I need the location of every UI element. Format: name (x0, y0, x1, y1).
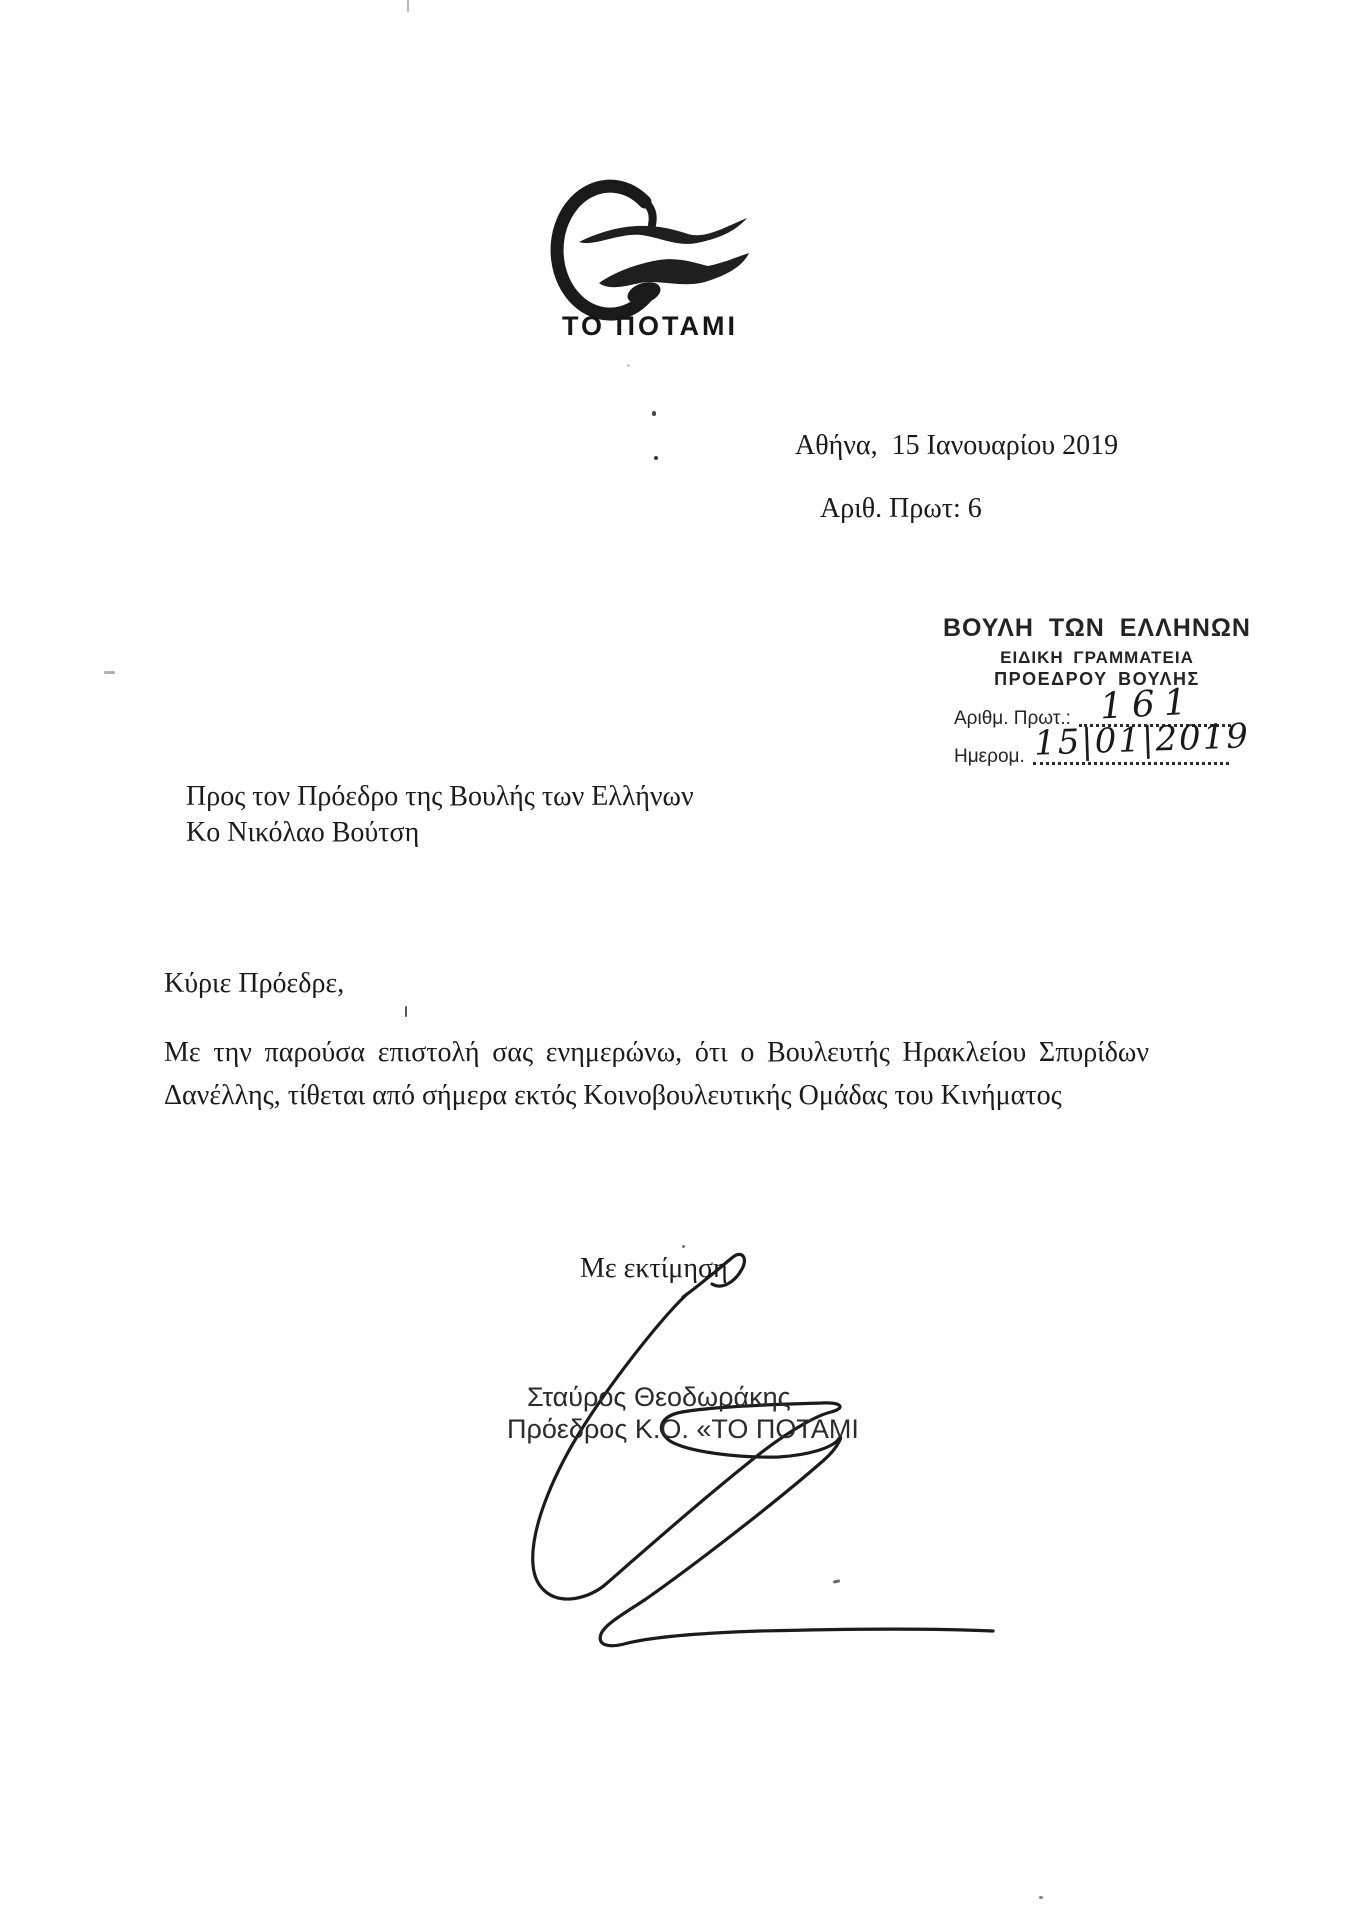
scan-artifact (654, 456, 658, 460)
stamp-date-label: Ημερομ. (954, 746, 1025, 767)
scan-artifact (407, 0, 409, 12)
stamp-office-line: ΠΡΟΕΔΡΟΥ ΒΟΥΛΗΣ (994, 669, 1200, 689)
salutation: Κύριε Πρόεδρε, (164, 968, 345, 999)
stamp-date-handwritten-value: 15|01|2019 (1033, 716, 1251, 764)
parliament-stamp (942, 614, 1252, 784)
scan-artifact (104, 671, 115, 674)
scan-artifact (405, 1006, 407, 1017)
closing-phrase: Με εκτίμηση (580, 1253, 728, 1284)
body-line-1: Με την παρούσα επιστολή σας ενημερώνω, ότι ο Βουλευτής Ηρακλείου Σπυρίδων (164, 1037, 1149, 1068)
letter-body (164, 1031, 1149, 1117)
body-line-2: Δανέλλης, τίθεται από σήμερα εκτός Κοινοβουλευτικής Ομάδας του Κινήματος (164, 1080, 1062, 1111)
river-wave-logo-icon (545, 176, 755, 321)
scan-artifact (682, 1245, 685, 1248)
letter-date: Αθήνα, 15 Ιανουαρίου 2019 (795, 430, 1119, 461)
signatory-name: Σταύρος Θεοδωράκης (527, 1382, 791, 1412)
recipient-block (186, 779, 694, 851)
stamp-secretariat-line: ΕΙΔΙΚΗ ΓΡΑΜΜΑΤΕΙΑ (1000, 648, 1194, 667)
signatory-title: Πρόεδρος Κ.Ο. «ΤΟ ΠΟΤΑΜΙ (507, 1414, 859, 1444)
scan-artifact (627, 364, 630, 367)
handwritten-signature (490, 1235, 1020, 1665)
scan-artifact (652, 411, 656, 416)
recipient-line-2: Κο Νικόλαο Βούτση (186, 817, 420, 848)
letter-protocol-number: Αριθ. Πρωτ: 6 (820, 493, 982, 524)
scan-artifact (1039, 1896, 1043, 1899)
party-logo-text: ΤΟ ΠΟΤΑΜΙ (562, 311, 738, 341)
stamp-protocol-handwritten-value: 161 (1098, 681, 1197, 728)
stamp-org-line: ΒΟΥΛΗ ΤΩΝ ΕΛΛΗΝΩΝ (943, 614, 1251, 642)
recipient-line-1: Προς τον Πρόεδρο της Βουλής των Ελλήνων (186, 781, 694, 812)
stamp-protocol-label: Αριθμ. Πρωτ.: (954, 708, 1071, 729)
